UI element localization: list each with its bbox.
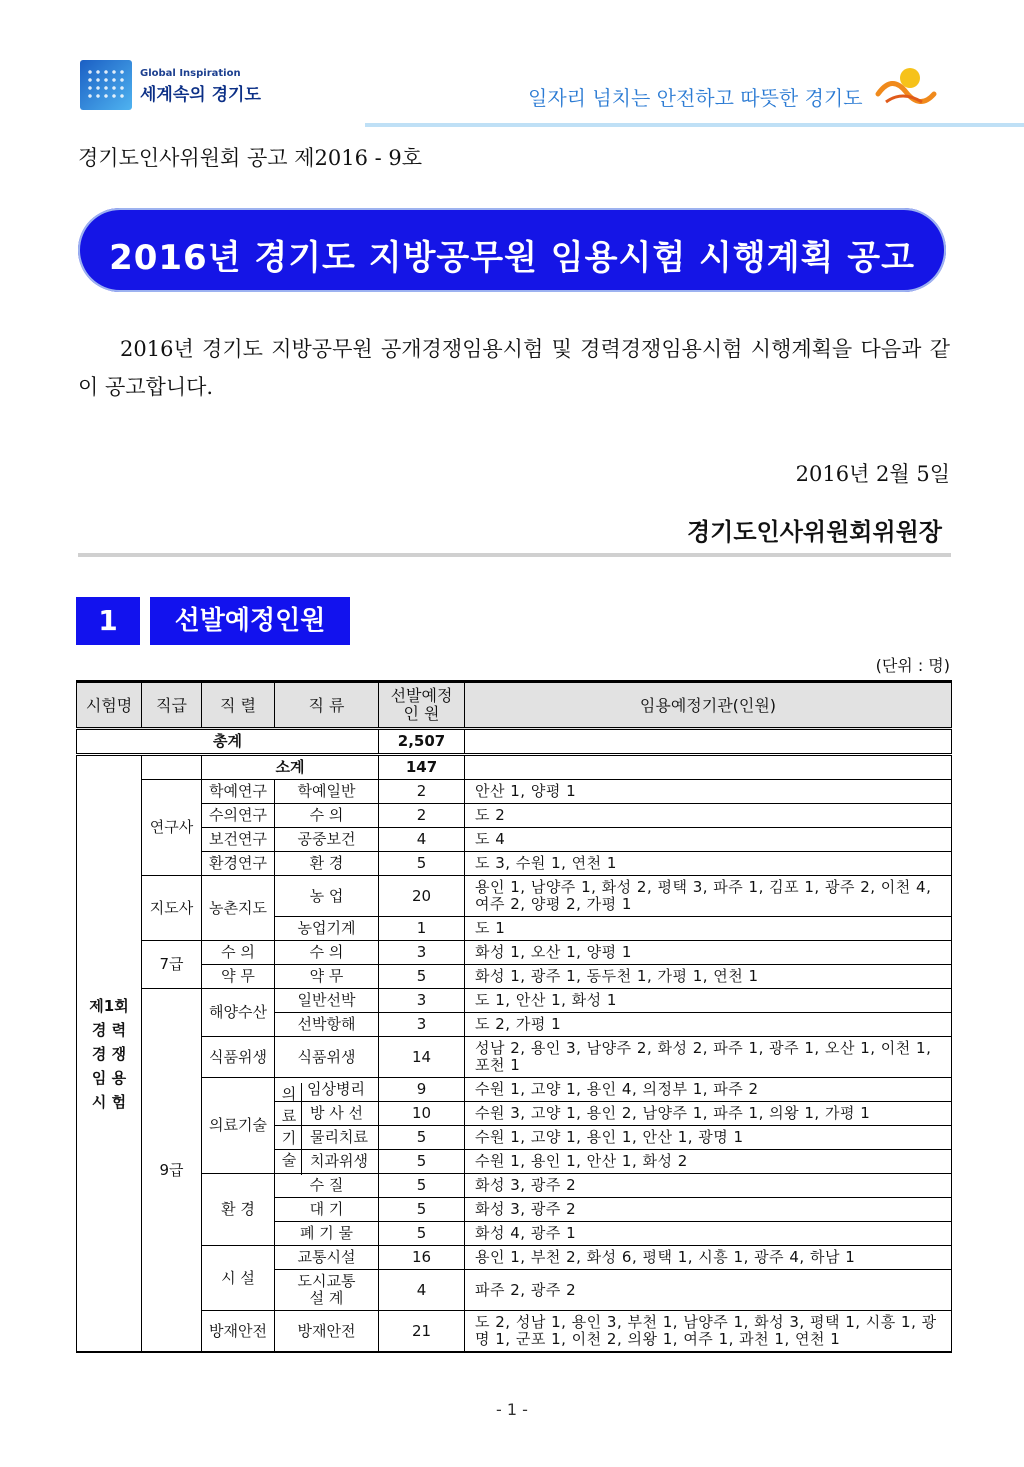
subtotal-value: 147: [379, 755, 465, 780]
orgs-cell: 수원 1, 용인 1, 안산 1, 화성 2: [465, 1150, 952, 1174]
table-row: [77, 1246, 952, 1270]
signer: 경기도인사위원회위원장: [686, 517, 942, 546]
series-cell: [202, 1078, 275, 1174]
column-header: 시험명: [77, 682, 142, 729]
count-cell: 3: [379, 941, 465, 965]
orgs-cell: 파주 2, 광주 2: [465, 1270, 952, 1311]
field-cell: 대 기: [275, 1198, 379, 1222]
series-cell: 수의연구: [202, 804, 275, 828]
count-cell: 21: [379, 1311, 465, 1353]
table-row: [77, 876, 952, 917]
total-row: [77, 729, 952, 755]
orgs-cell: 화성 3, 광주 2: [465, 1198, 952, 1222]
grade-cell: 지도사: [142, 876, 202, 941]
field-cell: 학예일반: [275, 780, 379, 804]
column-header: 임용예정기관(인원): [465, 682, 952, 729]
series-cell: 보건연구: [202, 828, 275, 852]
notice-number: 경기도인사위원회 공고 제2016 - 9호: [78, 146, 423, 170]
orgs-cell: 도 1, 안산 1, 화성 1: [465, 989, 952, 1013]
orgs-cell: 안산 1, 양평 1: [465, 780, 952, 804]
field-cell: 수 의: [275, 804, 379, 828]
series-label: 의료기술: [209, 1116, 267, 1134]
field-cell: 일반선박: [275, 989, 379, 1013]
orgs-cell: 화성 3, 광주 2: [465, 1174, 952, 1198]
field-cell: 폐 기 물: [275, 1222, 379, 1246]
count-cell: 5: [379, 965, 465, 989]
notice-date: 2016년 2월 5일: [795, 462, 950, 486]
column-header: 선발예정 인 원: [379, 682, 465, 729]
count-cell: 5: [379, 1150, 465, 1174]
logo-emblem-icon: [80, 60, 132, 110]
series-cell: 학예연구: [202, 780, 275, 804]
table-row: [77, 941, 952, 965]
count-cell: 14: [379, 1037, 465, 1078]
orgs-cell: 화성 1, 오산 1, 양평 1: [465, 941, 952, 965]
field-label: 임상병리: [307, 1080, 365, 1098]
count-cell: 3: [379, 1013, 465, 1037]
table-header-row: [77, 682, 952, 729]
title-banner: [78, 208, 946, 292]
subtotal-label: 소계: [202, 755, 379, 780]
field-cell: 교통시설: [275, 1246, 379, 1270]
table-row: [77, 989, 952, 1013]
field-cell: 수 질: [275, 1174, 379, 1198]
total-value: 2,507: [379, 729, 465, 755]
slogan-emblem-icon: [872, 64, 942, 108]
series-cell: 시 설: [202, 1246, 275, 1311]
table-row: [77, 852, 952, 876]
count-cell: 3: [379, 989, 465, 1013]
series-cell: 해양수산: [202, 989, 275, 1037]
section-title: 선발예정인원: [150, 597, 350, 645]
series-cell: 수 의: [202, 941, 275, 965]
field-cell: 방재안전: [275, 1311, 379, 1353]
divider: [78, 553, 951, 557]
table-row: [77, 1174, 952, 1198]
column-header: 직급: [142, 682, 202, 729]
total-label: 총계: [77, 729, 379, 755]
page-title: 2016년 경기도 지방공무원 임용시험 시행계획 공고: [109, 238, 915, 278]
count-cell: 5: [379, 852, 465, 876]
table-row: [77, 1037, 952, 1078]
gyeonggi-logo: [80, 60, 280, 110]
orgs-cell: 수원 1, 고양 1, 용인 4, 의정부 1, 파주 2: [465, 1078, 952, 1102]
field-label: 치과위생: [310, 1152, 368, 1170]
section-number: 1: [76, 597, 140, 645]
grade-cell: 7급: [142, 941, 202, 989]
count-cell: 10: [379, 1102, 465, 1126]
field-cell: 식품위생: [275, 1037, 379, 1078]
series-cell: 농촌지도: [202, 876, 275, 941]
count-cell: 9: [379, 1078, 465, 1102]
orgs-cell: 도 2, 가평 1: [465, 1013, 952, 1037]
logo-tagline: Global Inspiration: [140, 68, 241, 79]
field-cell: 농 업: [275, 876, 379, 917]
field-label: 물리치료: [310, 1128, 368, 1146]
count-cell: 2: [379, 780, 465, 804]
subtotal-row: [77, 755, 952, 780]
count-cell: 5: [379, 1222, 465, 1246]
orgs-cell: 도 3, 수원 1, 연천 1: [465, 852, 952, 876]
column-header: 직 류: [275, 682, 379, 729]
count-cell: 20: [379, 876, 465, 917]
orgs-cell: 수원 1, 고양 1, 용인 1, 안산 1, 광명 1: [465, 1126, 952, 1150]
unit-label: (단위 : 명): [875, 656, 950, 675]
count-cell: 4: [379, 828, 465, 852]
orgs-cell: 성남 2, 용인 3, 남양주 2, 화성 2, 파주 1, 광주 1, 오산 1, 이천 1, 포천 1: [465, 1037, 952, 1078]
header-slogan: 일자리 넘치는 안전하고 따뜻한 경기도: [528, 86, 863, 110]
field-cell: 도시교통 설 계: [275, 1270, 379, 1311]
count-cell: 5: [379, 1198, 465, 1222]
series-cell: 환 경: [202, 1174, 275, 1246]
logo-title: 세계속의 경기도: [140, 85, 261, 105]
table-row: [77, 828, 952, 852]
page-number: - 1 -: [496, 1400, 528, 1419]
table-row: [77, 965, 952, 989]
grade-cell: 연구사: [142, 780, 202, 876]
orgs-cell: 도 1: [465, 917, 952, 941]
field-cell: 약 무: [275, 965, 379, 989]
table-row: [77, 1078, 952, 1102]
orgs-cell: 도 2, 성남 1, 용인 3, 부천 1, 남양주 1, 화성 3, 평택 1, 시흥 1, 광명 1, 군포 1, 이천 2, 의왕 1, 여주 1, 과천 1, 연천 1: [465, 1311, 952, 1353]
orgs-cell: 도 4: [465, 828, 952, 852]
column-header: 직 렬: [202, 682, 275, 729]
header-rule: [365, 123, 1024, 127]
exam-name: 제1회 경 력 경 쟁 임 용 시 험: [77, 755, 142, 1353]
table-row: [77, 1311, 952, 1353]
intro-paragraph: 2016년 경기도 지방공무원 공개경쟁임용시험 및 경력경쟁임용시험 시행계획을 다음과 같이 공고합니다.: [78, 337, 950, 399]
orgs-cell: 화성 1, 광주 1, 동두천 1, 가평 1, 연천 1: [465, 965, 952, 989]
series-cell: 식품위생: [202, 1037, 275, 1078]
count-cell: 4: [379, 1270, 465, 1311]
field-cell: 공중보건: [275, 828, 379, 852]
field-label: 방 사 선: [310, 1104, 364, 1122]
series-cell: 약 무: [202, 965, 275, 989]
orgs-cell: 화성 4, 광주 1: [465, 1222, 952, 1246]
count-cell: 1: [379, 917, 465, 941]
count-cell: 5: [379, 1174, 465, 1198]
grade-cell: 9급: [142, 989, 202, 1353]
series-cell: 환경연구: [202, 852, 275, 876]
orgs-cell: 도 2: [465, 804, 952, 828]
orgs-cell: 수원 3, 고양 1, 용인 2, 남양주 1, 파주 1, 의왕 1, 가평 1: [465, 1102, 952, 1126]
count-cell: 16: [379, 1246, 465, 1270]
table-row: [77, 804, 952, 828]
field-cell: 선박항해: [275, 1013, 379, 1037]
orgs-cell: 용인 1, 부천 2, 화성 6, 평택 1, 시흥 1, 광주 4, 하남 1: [465, 1246, 952, 1270]
field-cell: 수 의: [275, 941, 379, 965]
medical-tech-vertical-label: 의 료 기 술: [277, 1083, 302, 1175]
field-cell: 농업기계: [275, 917, 379, 941]
orgs-cell: 용인 1, 남양주 1, 화성 2, 평택 3, 파주 1, 김포 1, 광주 2, 이천 4, 여주 2, 양평 2, 가평 1: [465, 876, 952, 917]
table-row: [77, 780, 952, 804]
count-cell: 5: [379, 1126, 465, 1150]
field-cell: 환 경: [275, 852, 379, 876]
series-cell: 방재안전: [202, 1311, 275, 1353]
recruitment-table: [76, 680, 952, 1353]
count-cell: 2: [379, 804, 465, 828]
